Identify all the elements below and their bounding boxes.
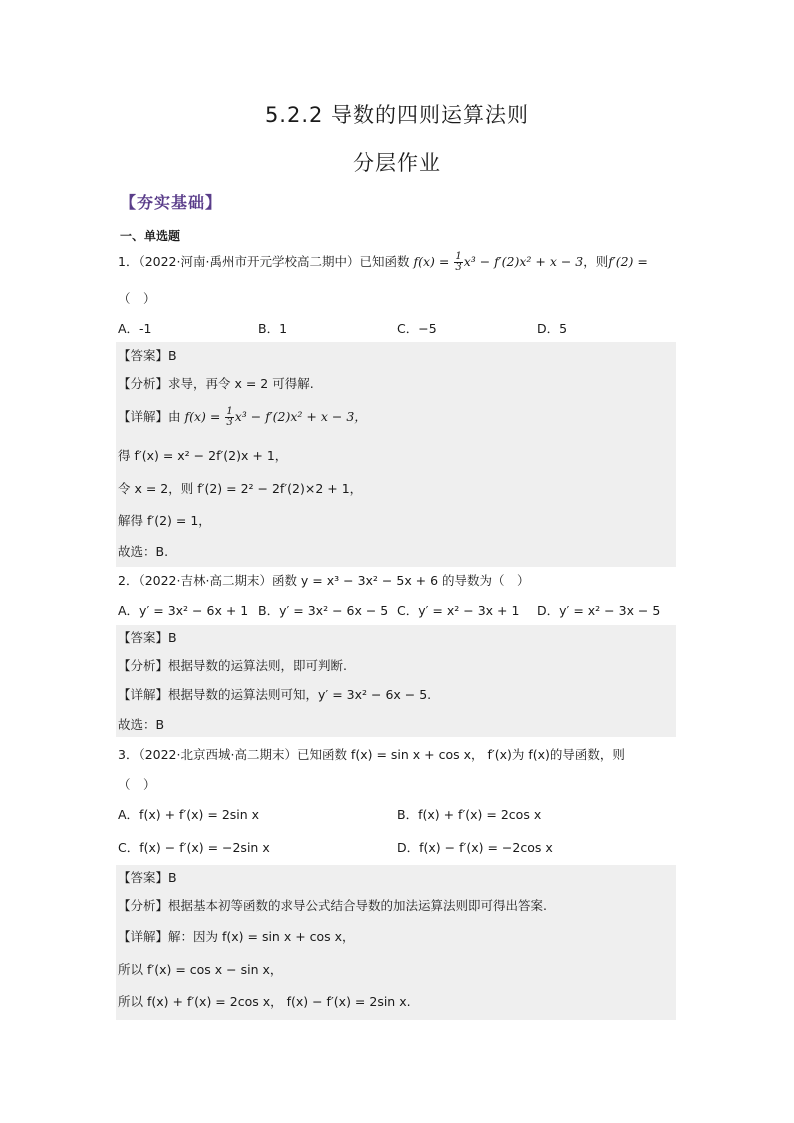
q2-conclusion: 故选：B xyxy=(118,717,165,732)
q1-detail-func: f(x) = xyxy=(184,409,225,424)
page-title: 5.2.2 导数的四则运算法则 xyxy=(264,103,530,127)
q1-step1: 得 f′(x) = x² − 2f′(2)x + 1， xyxy=(118,448,288,463)
q1-option-b: B．1 xyxy=(258,321,288,336)
q1-option-a: A．-1 xyxy=(118,321,152,336)
q1-target: f′(2) = xyxy=(608,254,648,269)
q1-step3: 解得 f′(2) = 1， xyxy=(118,513,211,528)
q1-detail-fraction xyxy=(225,407,233,428)
q1-stem-b: ，则 xyxy=(583,254,609,269)
q1-stem xyxy=(118,252,648,273)
q1-detail xyxy=(118,407,367,428)
q1-analysis: 【分析】求导，再令 x = 2 可得解. xyxy=(118,376,314,391)
q2-answer: 【答案】B xyxy=(118,630,177,645)
q2-option-c: C．y′ = x² − 3x + 1 xyxy=(397,603,520,618)
q1-frac-den: 3 xyxy=(455,262,462,273)
q2-detail: 【详解】根据导数的运算法则可知，y′ = 3x² − 6x − 5. xyxy=(118,687,432,702)
q3-stem: 3．（2022·北京西城·高二期末）已知函数 f(x) = sin x + cos x， f′(x)为 f(x)的导函数，则 xyxy=(118,747,625,762)
section-heading: 【夯实基础】 xyxy=(120,193,223,212)
q2-stem: 2．（2022·吉林·高二期末）函数 y = x³ − 3x² − 5x + 6 的导数为（ ） xyxy=(118,573,530,588)
q1-frac-num: 1 xyxy=(455,251,462,262)
q1-fraction xyxy=(454,252,462,273)
q1-option-c: C．−5 xyxy=(397,321,437,336)
q3-option-a: A．f(x) + f′(x) = 2sin x xyxy=(118,807,260,822)
q2-analysis: 【分析】根据导数的运算法则，即可判断. xyxy=(118,658,347,673)
q1-stem-text: 1．（2022·河南·禹州市开元学校高二期中）已知函数 xyxy=(118,254,410,269)
q2-solution-box xyxy=(116,625,676,737)
q3-answer: 【答案】B xyxy=(118,870,177,885)
q3-option-b: B．f(x) + f′(x) = 2cos x xyxy=(397,807,542,822)
q1-detail-frac-num: 1 xyxy=(226,406,233,417)
q3-step2: 所以 f(x) + f′(x) = 2cos x， f(x) − f′(x) = 2sin x. xyxy=(118,994,411,1009)
q1-answer: 【答案】B xyxy=(118,348,177,363)
q3-option-c: C．f(x) − f′(x) = −2sin x xyxy=(118,840,270,855)
q3-analysis: 【分析】根据基本初等函数的求导公式结合导数的加法运算法则即可得出答案. xyxy=(118,898,547,913)
q1-step2: 令 x = 2，则 f′(2) = 2² − 2f′(2)×2 + 1， xyxy=(118,481,363,496)
q3-detail: 【详解】解：因为 f(x) = sin x + cos x， xyxy=(118,929,355,944)
q3-option-d: D．f(x) − f′(x) = −2cos x xyxy=(397,840,553,855)
q2-option-a: A．y′ = 3x² − 6x + 1 xyxy=(118,603,249,618)
q1-conclusion: 故选：B. xyxy=(118,544,169,559)
q2-option-d: D．y′ = x² − 3x − 5 xyxy=(537,603,661,618)
q1-detail-func-rest: x³ − f′(2)x² + x − 3， xyxy=(234,409,367,424)
q3-paren: （ ） xyxy=(118,777,156,792)
q1-detail-frac-den: 3 xyxy=(226,417,233,428)
q2-option-b: B．y′ = 3x² − 6x − 5 xyxy=(258,603,389,618)
q1-paren: （ ） xyxy=(118,291,156,306)
page-subtitle: 分层作业 xyxy=(353,151,441,175)
q1-func-rest: x³ − f′(2)x² + x − 3 xyxy=(463,254,584,269)
q1-option-d: D．5 xyxy=(537,321,568,336)
q1-func: f(x) = xyxy=(413,254,454,269)
q1-detail-label: 【详解】由 xyxy=(118,409,181,424)
question-type-heading: 一、单选题 xyxy=(120,229,181,243)
q3-step1: 所以 f′(x) = cos x − sin x， xyxy=(118,962,283,977)
